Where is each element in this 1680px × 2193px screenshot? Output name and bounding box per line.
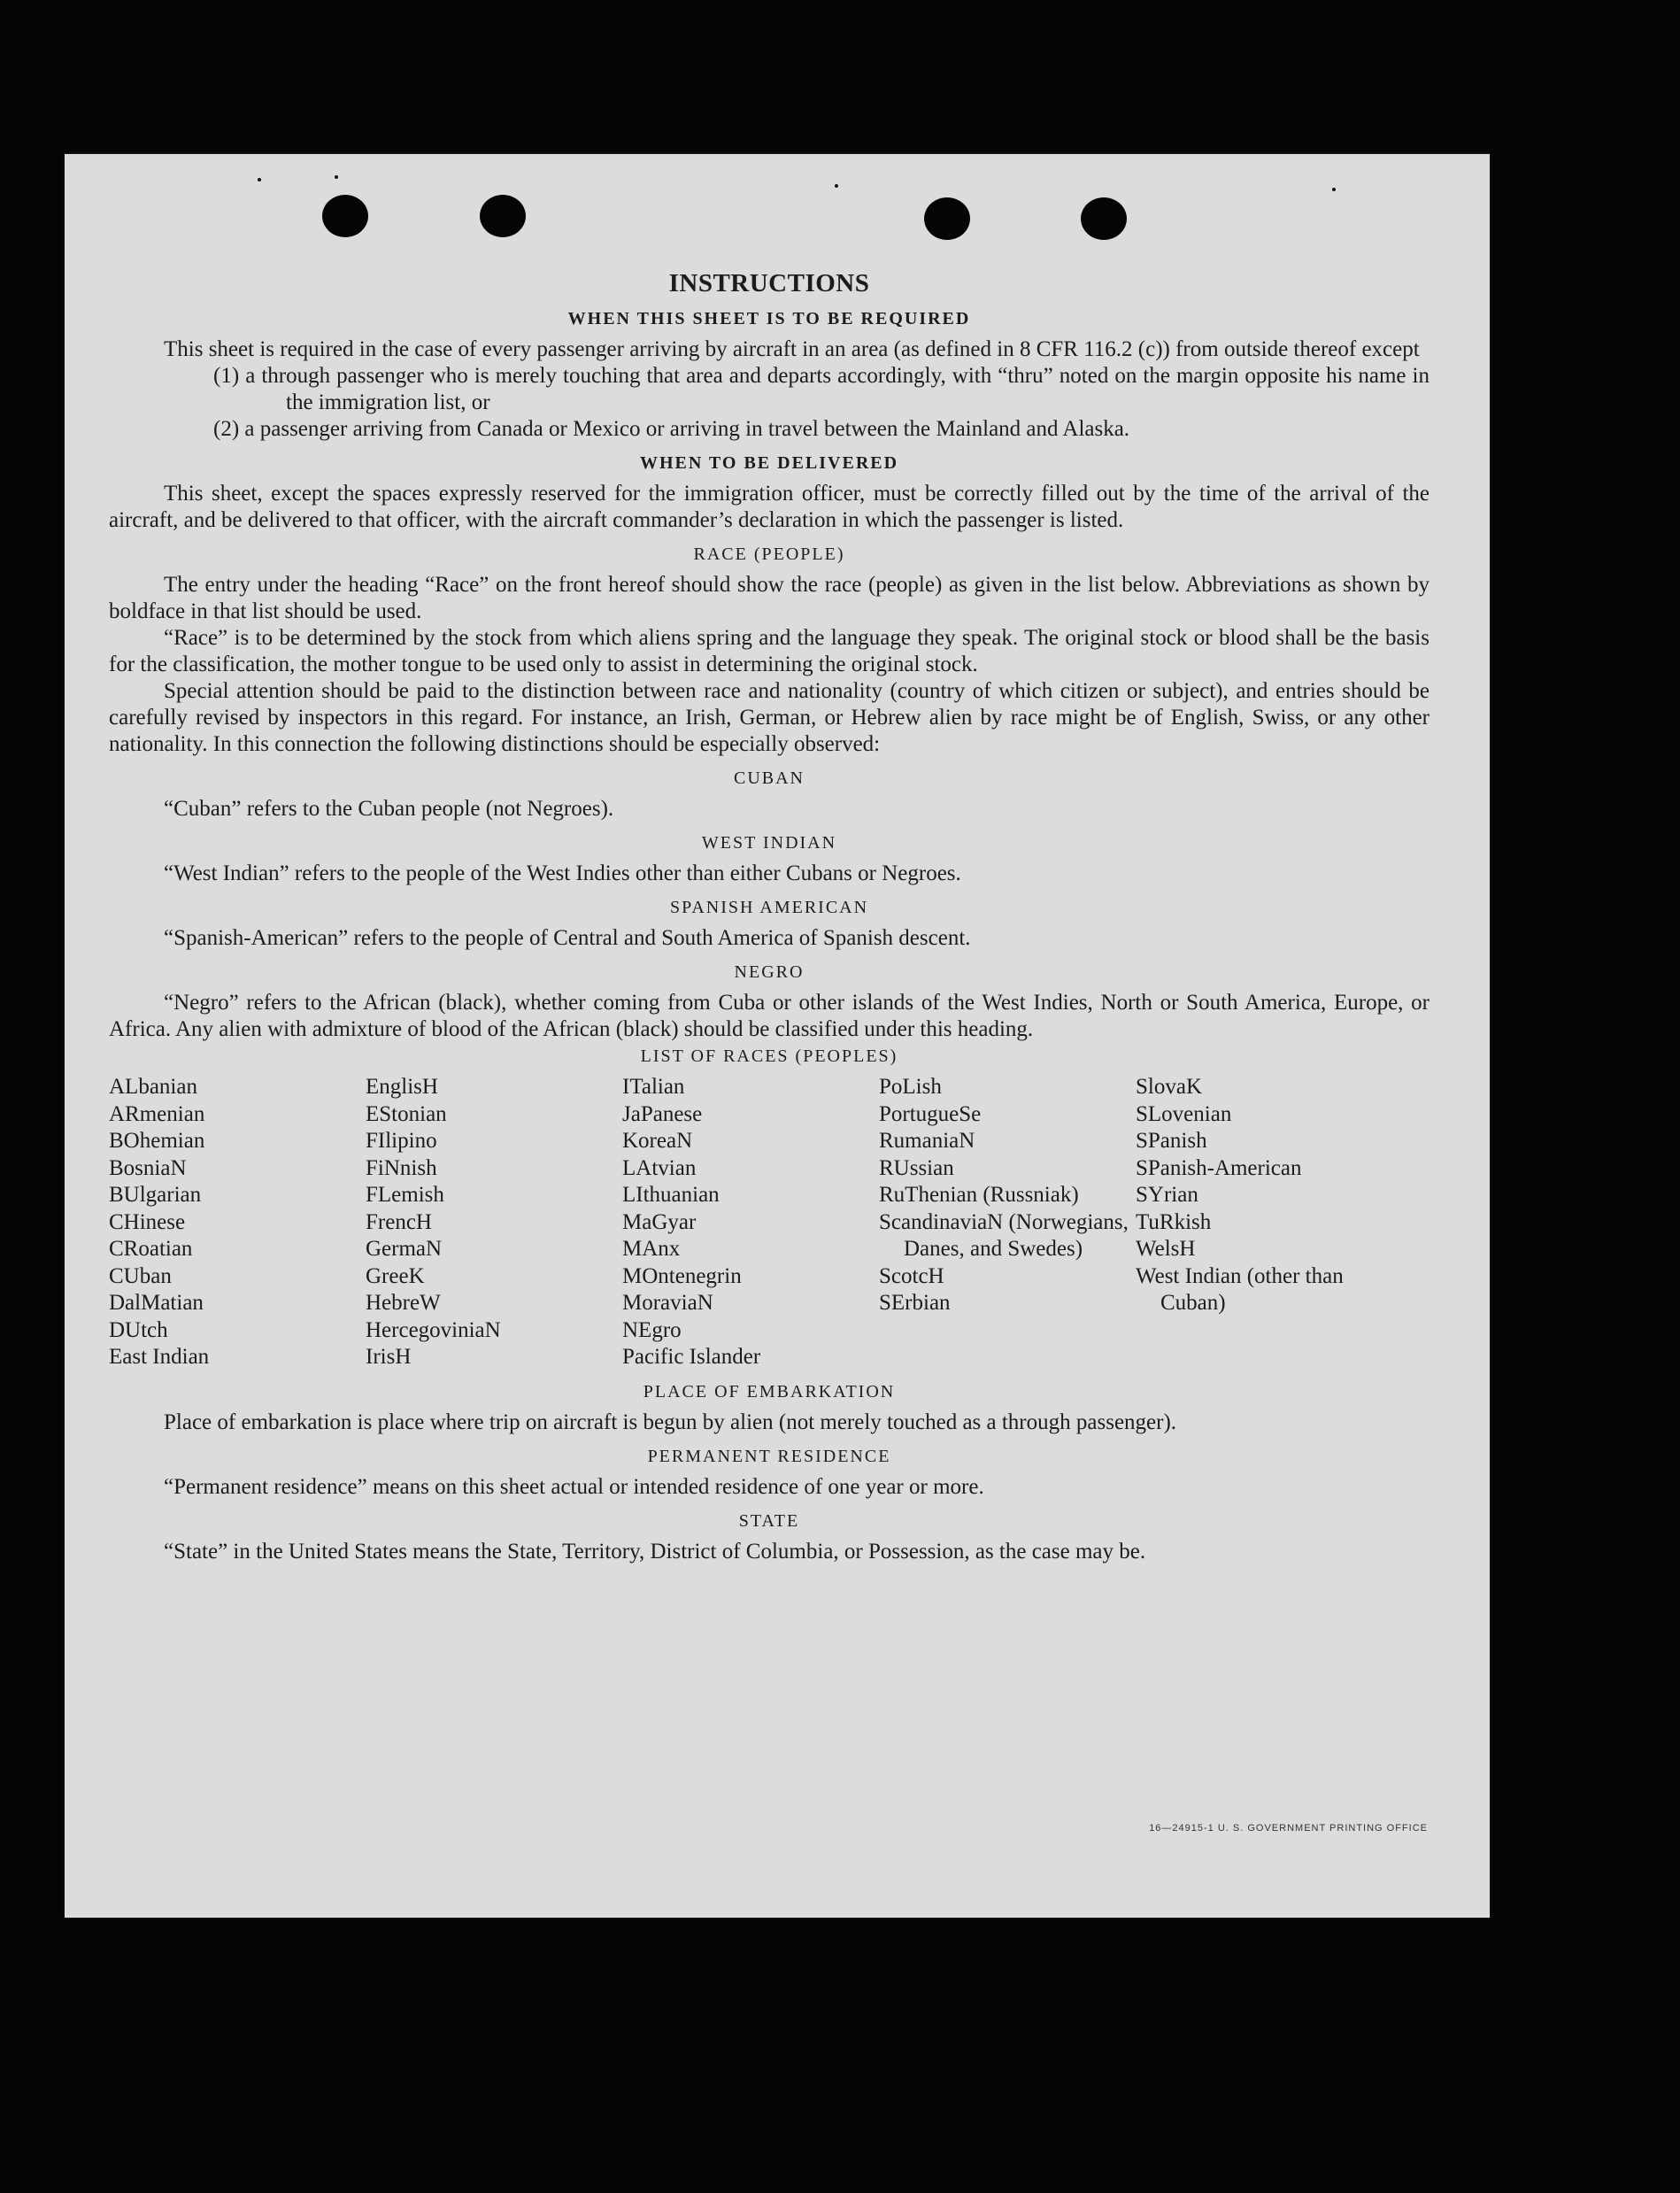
race-item: HercegoviniaN	[366, 1317, 501, 1342]
paragraph-state: “State” in the United States means the State, Territory, District of Columbia, or Possession, as the case may be.	[164, 1539, 1146, 1564]
race-item: SErbian	[879, 1291, 951, 1315]
race-item: KoreaN	[622, 1129, 693, 1153]
race-item: SYrian	[1136, 1183, 1198, 1207]
race-item: RumaniaN	[879, 1129, 975, 1153]
paragraph-when-required: This sheet is required in the case of every passenger arriving by aircraft in an area (as defined in 8 CFR 116.2 (c)) from outside thereof except	[164, 337, 1420, 361]
race-item: FrencH	[366, 1209, 432, 1234]
race-item: MaGyar	[622, 1209, 697, 1234]
paragraph-race-3: Special attention should be paid to the distinction between race and nationality (country of which citizen or subject), and entries should be carefully revised by inspectors in this regard. For instance, an Irish, German, or Hebrew alien by race might be of English, Swiss, or any other nationality. In this connection the following distinctions should be especially observed:	[109, 679, 1430, 756]
paragraph-residence: “Permanent residence” means on this sheet actual or intended residence of one year or more.	[164, 1474, 984, 1499]
punch-hole	[322, 195, 368, 237]
paragraph-cuban: “Cuban” refers to the Cuban people (not Negroes).	[164, 797, 614, 821]
section-heading-when-required: WHEN THIS SHEET IS TO BE REQUIRED	[567, 309, 971, 328]
section-heading-race: RACE (PEOPLE)	[693, 544, 845, 564]
race-item: CHinese	[109, 1209, 186, 1234]
race-item: EStonian	[366, 1101, 447, 1126]
race-item: MOntenegrin	[622, 1263, 742, 1288]
race-item: MoraviaN	[622, 1291, 713, 1315]
race-item: DalMatian	[109, 1291, 204, 1315]
race-item: SlovaK	[1136, 1075, 1202, 1099]
exception-item-2: (2) a passenger arriving from Canada or Mexico or arriving in travel between the Mainland and Alaska.	[213, 417, 1130, 441]
exception-item-1: (1) a through passenger who is merely touching that area and departs accordingly, with “thru” noted on the margin opposite his name in the immigration list, or	[213, 364, 1430, 414]
races-column-4	[879, 1074, 1136, 1371]
section-heading-embarkation: PLACE OF EMBARKATION	[643, 1381, 896, 1402]
speck	[835, 184, 838, 188]
race-item: TuRkish	[1136, 1209, 1212, 1234]
race-item: JaPanese	[622, 1101, 703, 1126]
race-item: West Indian (other than Cuban)	[1136, 1263, 1344, 1315]
races-column-3	[622, 1074, 879, 1371]
race-item: BOhemian	[109, 1129, 205, 1153]
paragraph-embarkation: Place of embarkation is place where trip on aircraft is begun by alien (not merely touched as a through passenger).	[164, 1409, 1177, 1434]
races-column-1	[109, 1074, 366, 1371]
race-item: DUtch	[109, 1317, 168, 1342]
section-heading-when-delivered: WHEN TO BE DELIVERED	[639, 453, 899, 473]
instruction-sheet	[65, 154, 1490, 1918]
paragraph-west-indian: “West Indian” refers to the people of the West Indies other than either Cubans or Negroes.	[164, 861, 961, 885]
race-item: ScandinaviaN (Norwegians, Danes, and Swedes)	[879, 1209, 1129, 1261]
race-item: EnglisH	[366, 1075, 438, 1099]
race-item: GermaN	[366, 1237, 443, 1261]
race-item: East Indian	[109, 1345, 210, 1369]
races-list	[109, 1074, 1430, 1371]
paragraph-race-1: The entry under the heading “Race” on the front hereof should show the race (people) as given in the list below. Abbreviations as shown by boldface in that list should be used.	[109, 573, 1430, 623]
speck	[258, 178, 261, 181]
race-item: ALbanian	[109, 1075, 197, 1099]
section-heading-residence: PERMANENT RESIDENCE	[647, 1446, 891, 1466]
race-item: FiNnish	[366, 1155, 437, 1180]
races-column-5	[1136, 1074, 1383, 1371]
race-item: CRoatian	[109, 1237, 193, 1261]
section-heading-west-indian: WEST INDIAN	[701, 833, 837, 853]
race-item: Pacific Islander	[622, 1345, 761, 1369]
races-column-2	[366, 1074, 622, 1371]
race-item: CUban	[109, 1263, 172, 1288]
race-item: SPanish-American	[1136, 1155, 1302, 1180]
punch-hole	[480, 195, 526, 237]
race-item: BosniaN	[109, 1155, 187, 1180]
page-title: INSTRUCTIONS	[668, 269, 870, 297]
section-heading-list-of-races: LIST OF RACES (PEOPLES)	[640, 1046, 898, 1066]
section-heading-negro: NEGRO	[734, 962, 805, 982]
speck	[1332, 188, 1336, 191]
punch-hole	[1081, 197, 1127, 240]
race-item: LAtvian	[622, 1155, 697, 1180]
race-item: SLovenian	[1136, 1101, 1232, 1126]
race-item: NEgro	[622, 1317, 682, 1342]
race-item: WelsH	[1136, 1237, 1196, 1261]
race-item: BUlgarian	[109, 1183, 202, 1207]
race-item: MAnx	[622, 1237, 681, 1261]
race-item: RuThenian (Russniak)	[879, 1183, 1079, 1207]
race-item: SPanish	[1136, 1129, 1207, 1153]
sheet-content	[109, 269, 1430, 1565]
section-heading-state: STATE	[738, 1510, 800, 1531]
race-item: LIthuanian	[622, 1183, 720, 1207]
punch-hole	[924, 197, 970, 240]
paragraph-when-delivered: This sheet, except the spaces expressly reserved for the immigration officer, must be correctly filled out by the time of the arrival of the aircraft, and be delivered to that officer, with the aircraft commander’s declaration in which the passenger is listed.	[109, 482, 1430, 532]
race-item: HebreW	[366, 1291, 441, 1315]
section-heading-spanish-american: SPANISH AMERICAN	[669, 898, 869, 917]
race-item: ITalian	[622, 1075, 685, 1099]
race-item: PoLish	[879, 1075, 942, 1099]
race-item: ScotcH	[879, 1263, 944, 1288]
race-item: IrisH	[366, 1345, 412, 1369]
race-item: ARmenian	[109, 1101, 205, 1126]
section-heading-cuban: CUBAN	[733, 768, 805, 788]
race-item: RUssian	[879, 1155, 954, 1180]
speck	[335, 175, 338, 179]
race-item: GreeK	[366, 1263, 425, 1288]
printing-office-footer: 16—24915-1 U. S. GOVERNMENT PRINTING OFFICE	[1149, 1823, 1428, 1834]
paragraph-spanish-american: “Spanish-American” refers to the people of Central and South America of Spanish descent.	[164, 926, 971, 950]
race-item: PortugueSe	[879, 1101, 982, 1126]
race-item: FLemish	[366, 1183, 444, 1207]
race-item: FIlipino	[366, 1129, 437, 1153]
paragraph-negro: “Negro” refers to the African (black), whether coming from Cuba or other islands of the West Indies, North or South America, Europe, or Africa. Any alien with admixture of blood of the African (black) should be classified under this heading.	[109, 991, 1430, 1041]
paragraph-race-2: “Race” is to be determined by the stock from which aliens spring and the language they speak. The original stock or blood shall be the basis for the classification, the mother tongue to be used only to assist in determining the original stock.	[109, 626, 1430, 676]
